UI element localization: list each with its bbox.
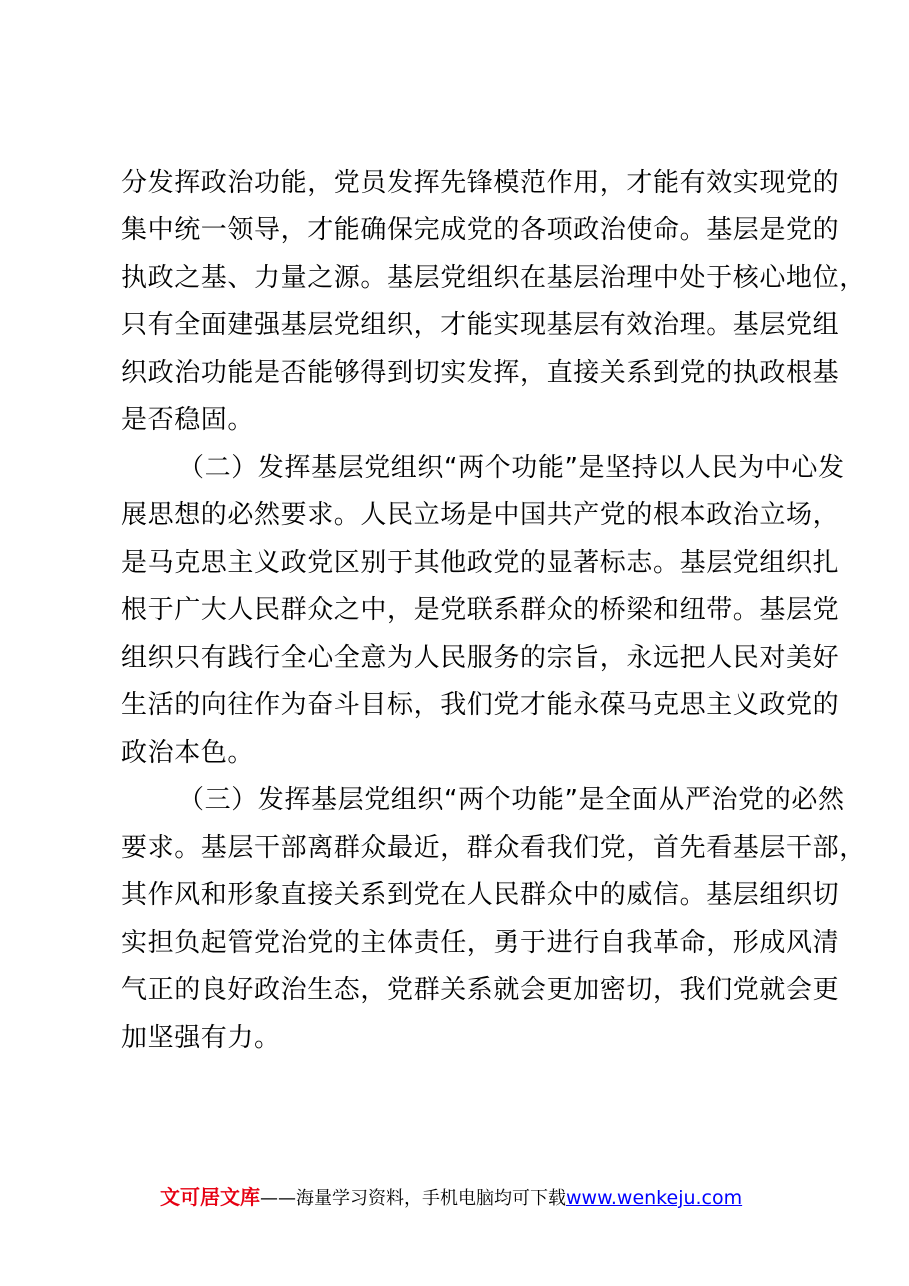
body-text-line: 生活的向往作为奋斗目标，我们党才能永葆马克思主义政党的 — [121, 690, 840, 720]
section-heading-line: （二）发挥基层党组织“两个功能”是坚持以人民为中心发 — [178, 453, 845, 483]
footer-tagline: ——海量学习资料，手机电脑均可下载 — [260, 1188, 566, 1209]
body-text-line: 分发挥政治功能，党员发挥先锋模范作用，才能有效实现党的 — [121, 168, 840, 198]
page-footer — [160, 1183, 742, 1211]
body-text-line: 只有全面建强基层党组织，才能实现基层有效治理。基层党组 — [121, 310, 840, 340]
body-text-line: 组织只有践行全心全意为人民服务的宗旨，永远把人民对美好 — [121, 643, 840, 673]
body-text-line: 要求。基层干部离群众最近，群众看我们党，首先看基层干部， — [121, 833, 866, 863]
body-text-line: 是否稳固。 — [121, 405, 255, 435]
body-text-line: 加坚强有力。 — [121, 1023, 281, 1053]
body-text-line: 执政之基、力量之源。基层党组织在基层治理中处于核心地位， — [121, 263, 866, 293]
body-text-line: 展思想的必然要求。人民立场是中国共产党的根本政治立场， — [121, 500, 840, 530]
body-text-line: 织政治功能是否能够得到切实发挥，直接关系到党的执政根基 — [121, 358, 840, 388]
body-text-line: 政治本色。 — [121, 738, 255, 768]
section-heading-line: （三）发挥基层党组织“两个功能”是全面从严治党的必然 — [178, 785, 845, 815]
body-text-line: 其作风和形象直接关系到党在人民群众中的威信。基层组织切 — [121, 880, 840, 910]
website-link[interactable]: www.wenkeju.com — [566, 1187, 743, 1209]
brand-name: 文可居文库 — [160, 1185, 260, 1209]
body-text-line: 是马克思主义政党区别于其他政党的显著标志。基层党组织扎 — [121, 548, 840, 578]
body-text-line: 集中统一领导，才能确保完成党的各项政治使命。基层是党的 — [121, 215, 840, 245]
body-text-line: 根于广大人民群众之中，是党联系群众的桥梁和纽带。基层党 — [121, 595, 840, 625]
body-text-line: 实担负起管党治党的主体责任，勇于进行自我革命，形成风清 — [121, 928, 840, 958]
body-text-line: 气正的良好政治生态，党群关系就会更加密切，我们党就会更 — [121, 975, 840, 1005]
